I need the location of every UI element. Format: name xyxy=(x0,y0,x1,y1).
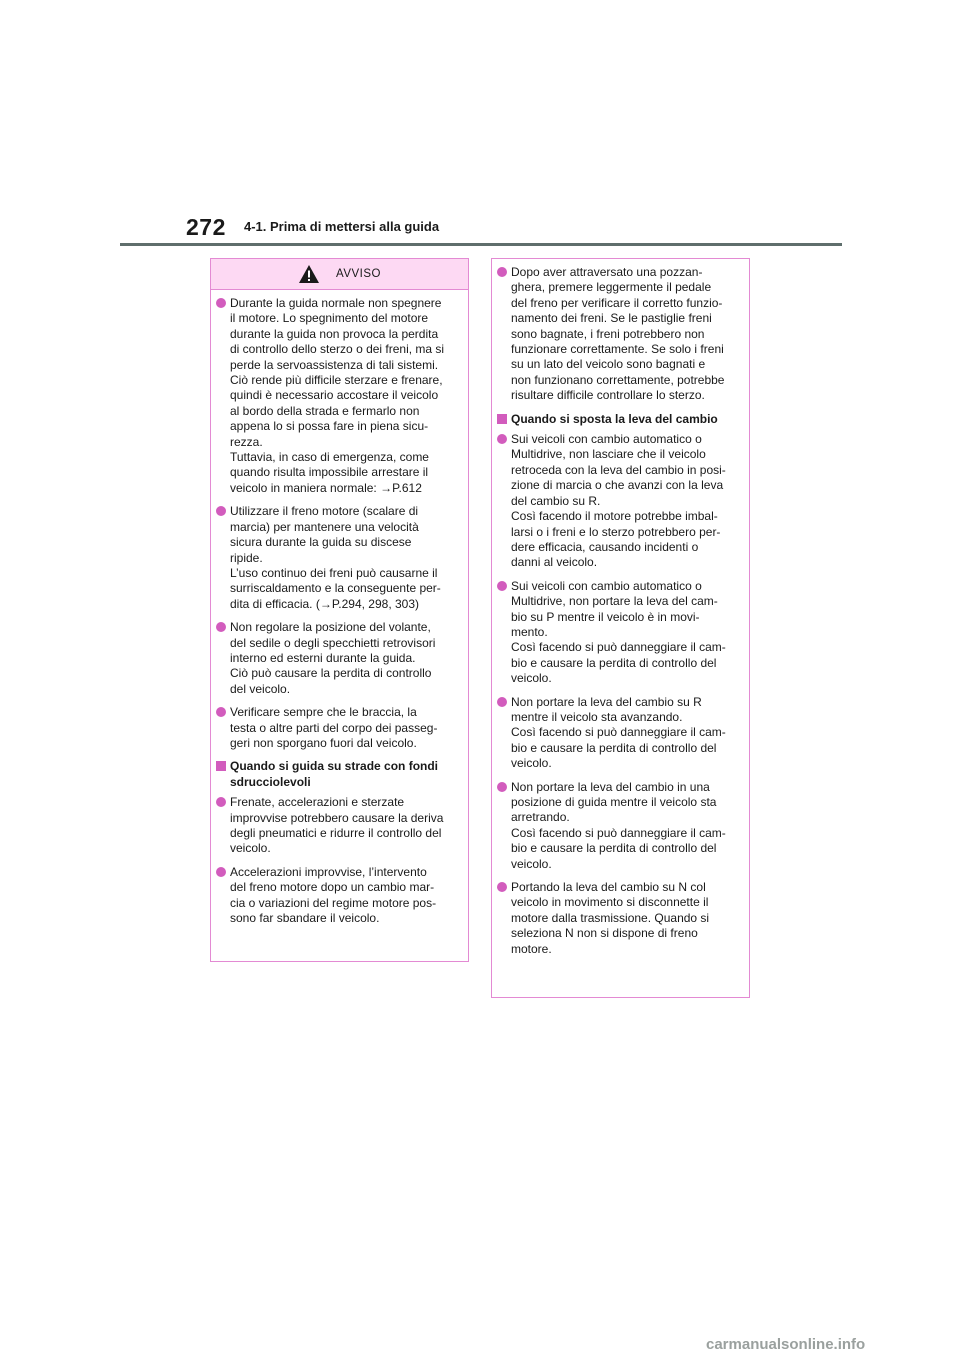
section-title: 4-1. Prima di mettersi alla guida xyxy=(244,219,440,234)
list-item xyxy=(497,695,739,772)
header-rule xyxy=(120,243,842,246)
warning-box-body-left xyxy=(211,290,468,926)
section-heading xyxy=(216,759,458,790)
square-bullet-icon xyxy=(497,414,507,424)
round-bullet-icon xyxy=(497,782,507,792)
round-bullet-icon xyxy=(497,581,507,591)
item-text: Dopo aver attraversato una pozzan- ghera, premere leggermente il pedale del freno per verificare il corretto funzio- namento dei freni. Se le pastiglie freni sono bagnate, i freni potrebbero non funzionare correttamente. Se solo i freni su un lato del veicolo sono bagnati e non funzionano correttamente, potrebbe risultare difficile controllare lo sterzo. xyxy=(511,265,725,403)
list-item xyxy=(216,795,458,857)
item-text: Frenate, accelerazioni e sterzate improvvise potrebbero causare la deriva degli pneumatici e ridurre il controllo del veicolo. xyxy=(230,795,444,856)
list-item xyxy=(216,705,458,751)
round-bullet-icon xyxy=(497,882,507,892)
round-bullet-icon xyxy=(497,267,507,277)
item-text: Non portare la leva del cambio in una posizione di guida mentre il veicolo sta arretrando. Così facendo si può danneggiare il cam- bio e causare la perdita di controllo del veicolo. xyxy=(511,779,726,871)
warning-triangle-icon xyxy=(298,264,320,284)
list-item xyxy=(497,265,739,404)
warning-box-header xyxy=(211,259,468,290)
round-bullet-icon xyxy=(216,298,226,308)
round-bullet-icon xyxy=(497,434,507,444)
warning-box-continued xyxy=(491,258,750,998)
warning-box xyxy=(210,258,469,962)
item-text: Non portare la leva del cambio su R mentre il veicolo sta avanzando. Così facendo si può danneggiare il cam- bio e causare la perdita di controllo del veicolo. xyxy=(511,694,726,771)
item-text: Quando si sposta la leva del cambio xyxy=(511,411,718,426)
warning-label: AVVISO xyxy=(336,268,381,280)
list-item xyxy=(497,579,739,687)
page-number: 272 xyxy=(186,214,226,240)
list-item xyxy=(216,865,458,927)
square-bullet-icon xyxy=(216,761,226,771)
round-bullet-icon xyxy=(497,697,507,707)
round-bullet-icon xyxy=(216,797,226,807)
watermark: carmanualsonline.info xyxy=(706,1336,866,1353)
warning-box-body-right xyxy=(492,259,749,957)
round-bullet-icon xyxy=(216,506,226,516)
item-text: Sui veicoli con cambio automatico o Multidrive, non lasciare che il veicolo retroceda con la leva del cambio in posi- zione di marcia o che avanzi con la leva del cambio su R. Così facendo il motore potrebbe imbal- larsi o i freni e lo sterzo potrebbero per- dere efficacia, causando incidenti o danni al veicolo. xyxy=(511,432,726,570)
section-heading xyxy=(497,412,739,427)
item-text: Accelerazioni improvvise, l’intervento del freno motore dopo un cambio mar- cia o variazioni del regime motore pos- sono far sbandare il veicolo. xyxy=(230,864,437,926)
item-text: Sui veicoli con cambio automatico o Multidrive, non portare la leva del cam- bio su P mentre il veicolo è in movi- mento. Così facendo si può danneggiare il cam- bio e causare la perdita di controllo del veicolo. xyxy=(511,578,726,686)
item-text: Quando si guida su strade con fondi sdrucciolevoli xyxy=(230,759,439,789)
round-bullet-icon xyxy=(216,867,226,877)
item-text: Utilizzare il freno motore (scalare di marcia) per mantenere una velocità sicura durante la guida su discese ripide. L’uso continuo dei freni può causarne il surriscaldamento e la conseguente per- dita di efficacia. (→P.294, 298, 303) xyxy=(230,504,441,611)
item-text: Verificare sempre che le braccia, la testa o altre parti del corpo dei passeg- geri non sporgano fuori dal veicolo. xyxy=(230,705,438,750)
item-text: Durante la guida normale non spegnere il motore. Lo spegnimento del motore durante la guida non provoca la perdita di controllo dello sterzo o dei freni, ma si perde la servoassistenza di tali sistemi. Ciò rende più difficile sterzare e frenare, quindi è necessario accostare il veicolo al bordo della strada e fermarlo non appena lo si possa fare in piena sicu- rezza. Tuttavia, in caso di emergenza, come quando risulta impossibile arrestare il veicolo in maniera normale: →P.612 xyxy=(230,296,445,495)
round-bullet-icon xyxy=(216,622,226,632)
list-item xyxy=(216,296,458,496)
list-item xyxy=(497,780,739,872)
list-item xyxy=(497,880,739,957)
round-bullet-icon xyxy=(216,707,226,717)
list-item xyxy=(216,620,458,697)
item-text: Non regolare la posizione del volante, del sedile o degli specchietti retrovisori interno ed esterni durante la guida. Ciò può causare la perdita di controllo del veicolo. xyxy=(230,620,436,696)
list-item xyxy=(497,432,739,571)
item-text: Portando la leva del cambio su N col veicolo in movimento si disconnette il motore dalla trasmissione. Quando si seleziona N non si dispone di freno motore. xyxy=(511,880,710,956)
list-item xyxy=(216,504,458,612)
